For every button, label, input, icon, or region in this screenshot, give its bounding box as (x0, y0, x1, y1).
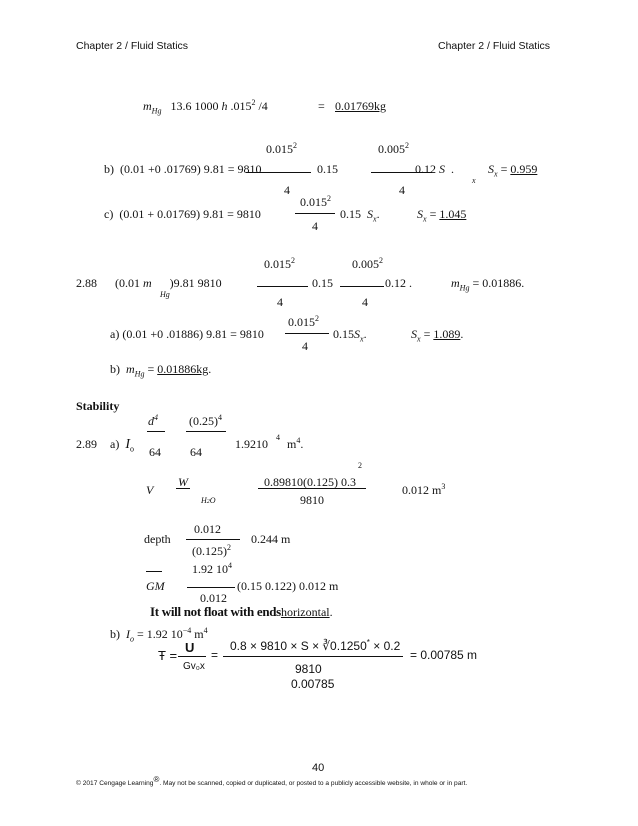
b-num1: 0.015$^2$ (266, 141, 297, 156)
p288-expr: (0.01 m )9.81 9810 (115, 276, 222, 290)
b-expr: (0.01 +0 .01769) 9.81 = 9810 (120, 162, 262, 176)
b-T: Ŧ = (158, 648, 178, 663)
p289a-label: a) $I_o$ (110, 437, 134, 454)
b-frac-num: 0.8 × 9810 × S × ∛0.1250* × 0.2 (230, 638, 401, 653)
gm-overbar (146, 571, 162, 572)
io-unit: $m^4$. (287, 436, 304, 451)
gamma-sub: H2O (201, 496, 216, 505)
b-result: = 0.00785 m (410, 648, 478, 662)
m-var: m (143, 99, 152, 113)
sq2: 2 (358, 461, 362, 470)
c-label: c) (104, 207, 114, 221)
gm-top: 1.92 $10^4$ (192, 561, 232, 576)
p288a-fraction-bar (285, 333, 329, 334)
p288-num1: 0.015$^2$ (264, 256, 295, 271)
mhg-expr: 13.6 1000 (170, 99, 219, 113)
section-heading-stability: Stability (76, 399, 120, 413)
b-answer: $S_x = 0.959$ (488, 162, 538, 179)
p288-den1: 4 (277, 295, 283, 309)
mhg-equals: = (318, 99, 325, 113)
b-fraction-bar-1 (178, 656, 206, 657)
b-line (104, 163, 262, 175)
exp2: 2 (251, 98, 256, 107)
io-fraction-bar-1 (147, 431, 165, 432)
b-den1: 4 (284, 183, 290, 197)
b-label: b) (104, 162, 114, 176)
v-fraction-bar-2 (258, 488, 366, 489)
page-number: 40 (312, 762, 325, 774)
gm-fraction-bar (187, 587, 235, 588)
b-frac-den: 9810 (295, 662, 322, 676)
b-below: 0.00785 (291, 677, 335, 691)
v-fraction-bar-1 (176, 488, 190, 489)
c-den: 4 (312, 219, 318, 233)
d-num: $d^4$ (148, 413, 158, 428)
b-den2: 4 (399, 183, 405, 197)
eq-mhg-line (143, 98, 268, 116)
depth-result: 0.244 m (251, 532, 291, 546)
b-mid: 0.15 (317, 162, 338, 176)
div4: /4 (258, 99, 268, 113)
v-result: 0.012 $m^3$ (402, 482, 446, 497)
b-Gvx: Gv₀x (183, 661, 205, 672)
conclusion: It will not float with endshorizontal. (150, 604, 333, 619)
copyright-notice: © 2017 Cengage Learning®. May not be scanned, copied or duplicated, or posted to a publicly accessible website, in whole or in part. (76, 775, 468, 788)
d2-den: 64 (190, 445, 202, 459)
p288-m-sub: Hg (160, 290, 170, 299)
gm-label: GM (146, 579, 165, 593)
b-right: 0.12 S . (415, 162, 454, 176)
v-var: V (146, 483, 154, 497)
io-fraction-bar-2 (186, 431, 226, 432)
p288a-answer: $S_x = 1.089$. (411, 327, 464, 344)
io-value: 1.9210 (235, 437, 268, 451)
p288-fraction-bar-1 (257, 286, 308, 287)
h-var: h (221, 99, 228, 113)
b-x: x (472, 176, 476, 185)
c-expr: (0.01 + 0.01769) 9.81 = 9810 (119, 207, 261, 221)
p288-den2: 4 (362, 295, 368, 309)
problem-2-88-number: 2.88 (76, 276, 97, 290)
gm-den: 0.012 (200, 591, 227, 605)
c-mid: 0.15 $S_x$. (340, 207, 380, 224)
v-num: 0.89810(0.125) 0.3 (264, 475, 356, 489)
p288a-den: 4 (302, 339, 308, 353)
gm-result: (0.15 0.122) 0.012 m (237, 579, 339, 593)
c-line (104, 208, 261, 220)
b-fraction-bar-2 (223, 656, 403, 657)
dot015: .015 (230, 99, 252, 113)
p288-mid: 0.15 (312, 276, 333, 290)
m-sub: Hg (151, 106, 162, 116)
p288a-line: a) (0.01 +0 .01886) 9.81 = 9810 (110, 327, 264, 341)
p288-right: 0.12 . (385, 276, 412, 290)
b-U: U (185, 640, 195, 655)
p288-m-result: $m_{Hg} = 0.01886$. (451, 276, 525, 293)
header-left: Chapter 2 / Fluid Statics (76, 40, 189, 52)
p288a-mid: $0.15S_x$. (333, 327, 367, 344)
d2-num: $(0.25)^4$ (189, 413, 222, 428)
p289b-line: b) $I_o = 1.92$ $10^{-4}$ $m^4$ (110, 626, 208, 644)
b-eq2: = (211, 648, 219, 662)
b-fraction-bar-1 (246, 172, 311, 173)
io-exp: 4 (276, 433, 280, 442)
w-num: W (178, 475, 188, 489)
c-fraction-bar (295, 213, 335, 214)
header-right: Chapter 2 / Fluid Statics (438, 40, 551, 52)
c-answer: $S_x = 1.045$ (417, 207, 467, 224)
p288-num2: 0.005$^2$ (352, 256, 383, 271)
p288a-num: 0.015$^2$ (288, 314, 319, 329)
depth-label: depth (144, 532, 171, 546)
v-den: 9810 (300, 493, 324, 507)
b-num2: 0.005$^2$ (378, 141, 409, 156)
depth-den: $(0.125)^2$ (192, 543, 231, 558)
d-den: 64 (149, 445, 161, 459)
depth-fraction-bar (186, 539, 240, 540)
problem-2-89-number: 2.89 (76, 437, 97, 451)
p288-fraction-bar-2 (340, 286, 384, 287)
depth-num: 0.012 (194, 522, 221, 536)
c-num: 0.015$^2$ (300, 194, 331, 209)
p288b-line: b) $m_{Hg} = 0.01886kg$. (110, 362, 212, 379)
mhg-value: 0.01769kg (335, 99, 386, 113)
